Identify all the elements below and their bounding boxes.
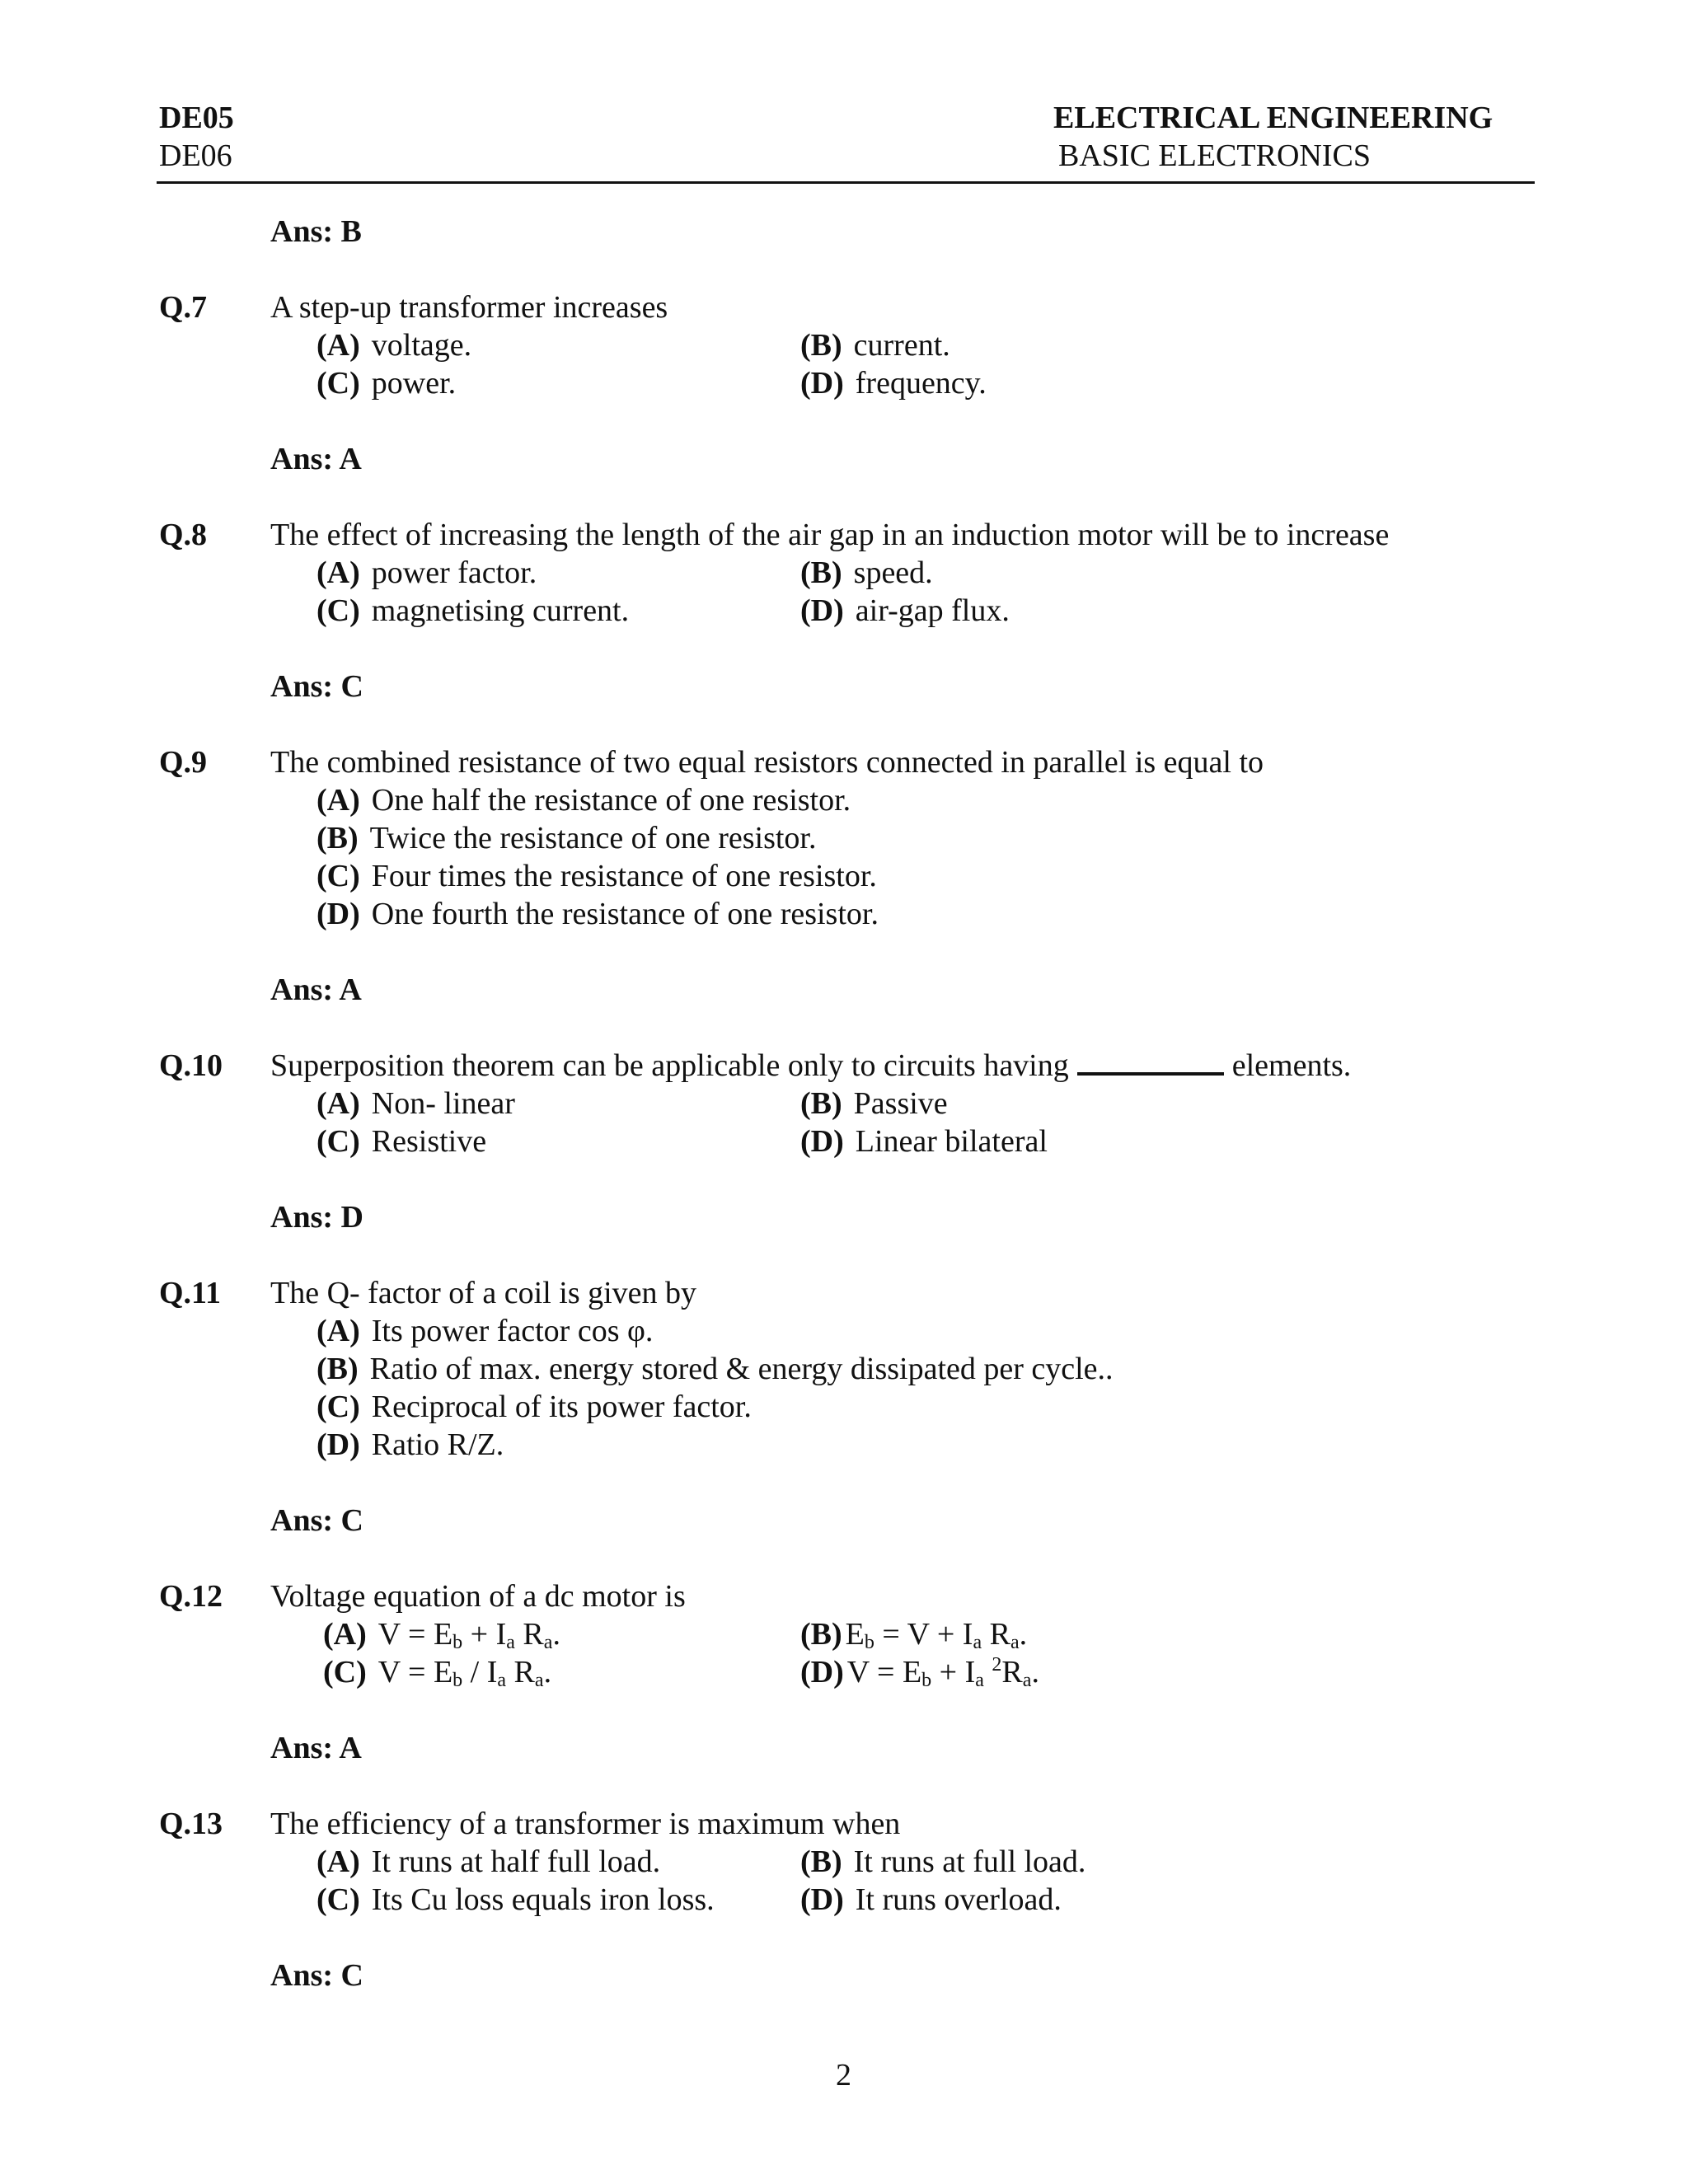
question-number-10: Q.10 — [159, 1048, 223, 1083]
option-10c: (C) Resistive — [316, 1124, 487, 1159]
option-10a: (A) Non- linear — [316, 1086, 515, 1121]
option-12b: (B) $E_b = V + I_a$ $R_a$. — [800, 1617, 1028, 1653]
answer-8: Ans: C — [270, 669, 363, 704]
answer-12: Ans: A — [270, 1731, 362, 1765]
option-8c: (C) magnetising current. — [316, 593, 630, 628]
answer-10: Ans: D — [270, 1200, 363, 1235]
option-8a: (A) power factor. — [316, 555, 537, 590]
page-number: 2 — [836, 2058, 851, 2093]
fill-in-blank — [1077, 1047, 1224, 1076]
header-code-de06: DE06 — [159, 138, 232, 173]
question-text-8: The effect of increasing the length of the air gap in an induction motor will be to increase — [270, 518, 1390, 552]
option-11d: (D) Ratio R/Z. — [316, 1427, 504, 1462]
option-9c: (C) Four times the resistance of one resistor. — [316, 859, 877, 893]
option-7d: (D) frequency. — [800, 366, 987, 401]
option-11a: (A) Its power factor cos φ. — [316, 1314, 654, 1348]
answer-11: Ans: C — [270, 1503, 363, 1538]
question-text-13: The efficiency of a transformer is maximum when — [270, 1807, 901, 1841]
option-7b: (B) current. — [800, 328, 950, 363]
question-number-12: Q.12 — [159, 1579, 223, 1614]
option-13b: (B) It runs at full load. — [800, 1844, 1086, 1879]
answer-7: Ans: A — [270, 442, 362, 476]
option-11b: (B) Ratio of max. energy stored & energy dissipated per cycle.. — [316, 1352, 1114, 1386]
option-13c: (C) Its Cu loss equals iron loss. — [316, 1882, 715, 1917]
header-rule — [157, 181, 1535, 184]
option-9a: (A) One half the resistance of one resistor. — [316, 783, 851, 818]
option-12c: (C) $V = E_b / I_a$ $R_a$. — [323, 1655, 552, 1691]
question-number-11: Q.11 — [159, 1276, 221, 1310]
question-text-7: A step-up transformer increases — [270, 290, 668, 325]
option-10d: (D) Linear bilateral — [800, 1124, 1048, 1159]
answer-9: Ans: A — [270, 972, 362, 1007]
question-text-10: Superposition theorem can be applicable only to circuits having elements. — [270, 1048, 1352, 1083]
question-text-12: Voltage equation of a dc motor is — [270, 1579, 686, 1614]
answer-previous: Ans: B — [270, 214, 362, 249]
question-number-9: Q.9 — [159, 745, 208, 780]
question-text-9: The combined resistance of two equal resistors connected in parallel is equal to — [270, 745, 1264, 780]
option-8b: (B) speed. — [800, 555, 933, 590]
question-number-13: Q.13 — [159, 1807, 223, 1841]
option-13d: (D) It runs overload. — [800, 1882, 1062, 1917]
header-course: BASIC ELECTRONICS — [1058, 138, 1371, 173]
option-11c: (C) Reciprocal of its power factor. — [316, 1390, 752, 1424]
option-12d: (D) $V = E_b + I_a$ $^2R_a$. — [800, 1654, 1039, 1691]
option-10b: (B) Passive — [800, 1086, 948, 1121]
option-9d: (D) One fourth the resistance of one resistor. — [316, 897, 879, 931]
option-7a: (A) voltage. — [316, 328, 472, 363]
answer-13: Ans: C — [270, 1958, 363, 1993]
option-9b: (B) Twice the resistance of one resistor. — [316, 821, 817, 855]
option-8d: (D) air-gap flux. — [800, 593, 1010, 628]
question-number-8: Q.8 — [159, 518, 208, 552]
option-7c: (C) power. — [316, 366, 457, 401]
question-text-11: The Q- factor of a coil is given by — [270, 1276, 697, 1310]
option-12a: (A) $V = E_b + I_a$ $R_a$. — [323, 1617, 560, 1653]
option-13a: (A) It runs at half full load. — [316, 1844, 661, 1879]
header-code-de05: DE05 — [159, 101, 234, 135]
question-number-7: Q.7 — [159, 290, 208, 325]
header-subject: ELECTRICAL ENGINEERING — [1053, 101, 1493, 135]
